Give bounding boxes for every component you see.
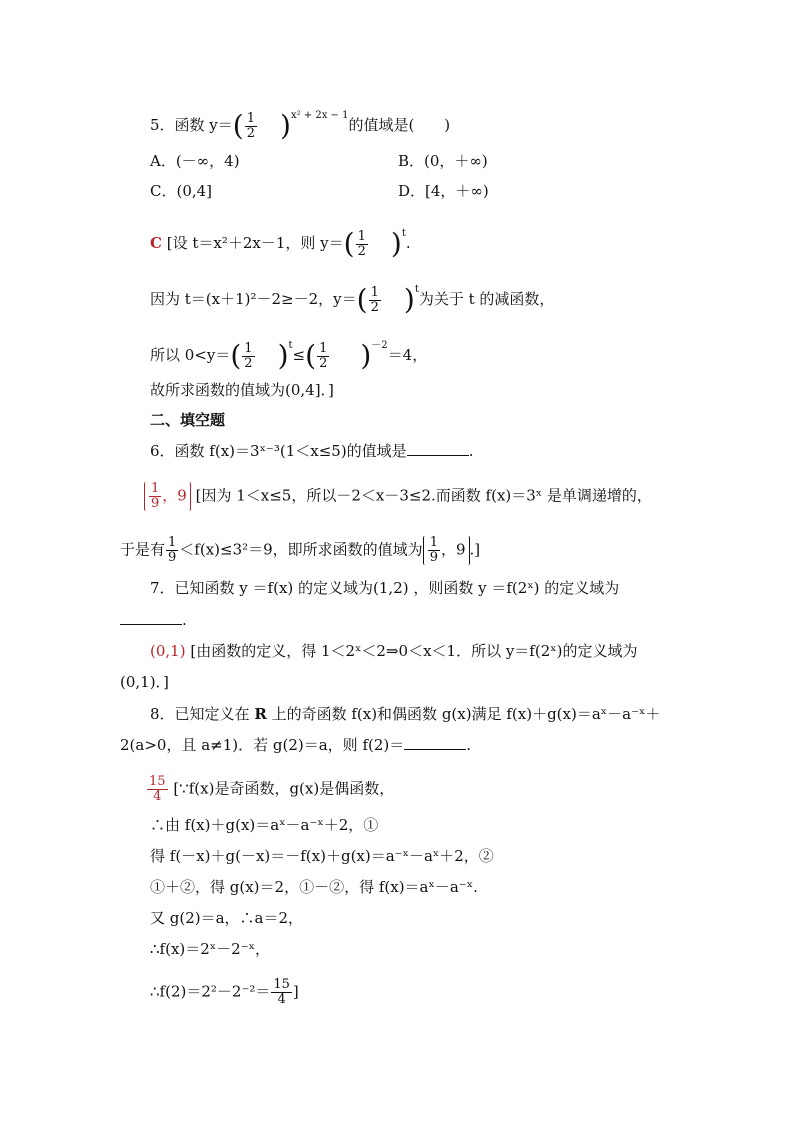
exp-minus-two: －2 — [371, 340, 388, 351]
ninth-fraction — [166, 536, 178, 565]
q5-sol3-end: ＝4， — [387, 346, 428, 364]
section-title — [150, 410, 225, 432]
paren-close: ) — [403, 283, 415, 316]
q5-options-row1 — [150, 151, 240, 173]
exp-t: t — [401, 228, 406, 239]
q5-sol3-le: ≤ — [292, 346, 306, 364]
q6-stem-text: 6．函数 f(x)＝3ˣ⁻³(1＜x≤5)的值域是 — [150, 442, 407, 460]
q5-solution-1 — [150, 224, 411, 260]
ninth-fraction — [428, 536, 440, 565]
q5-sol1-end: . — [405, 234, 411, 252]
q8-sol4-text: ①＋②，得 g(x)＝2，①－②，得 f(x)＝aˣ－a⁻ˣ. — [150, 878, 478, 896]
frac-num: 15 — [273, 977, 290, 992]
frac-den: 4 — [153, 789, 162, 804]
section-title-text: 二、填空题 — [150, 411, 226, 429]
frac-num: 1 — [168, 535, 177, 550]
q5-solution-3 — [150, 336, 428, 372]
q5-option-a: A．(－∞，4) — [150, 152, 240, 170]
q8-solution-2 — [150, 815, 378, 837]
frac-den: 9 — [151, 496, 160, 511]
q5-option-c: C．(0,4] — [150, 182, 213, 200]
q8-stem-text-b: 上的奇函数 f(x)和偶函数 g(x)满足 f(x)＋g(x)＝aˣ－a⁻ˣ＋ — [271, 705, 661, 723]
half-fraction — [356, 230, 368, 259]
paren-open: ( — [343, 227, 355, 260]
q8-solution-4 — [150, 877, 478, 899]
frac-num: 1 — [319, 340, 328, 356]
frac-num: 1 — [370, 284, 379, 300]
paren-close: ) — [390, 227, 402, 260]
q8-sol1-text: [∵f(x)是奇函数，g(x)是偶函数， — [173, 779, 395, 798]
q5-stem-text: 5．函数 y＝ — [150, 116, 233, 134]
q8-sol7-text: ∴f(2)＝2²－2⁻²＝ — [150, 982, 271, 1001]
exp-t: t — [414, 284, 419, 295]
q5-stem — [150, 106, 451, 142]
paren-open: ( — [356, 283, 368, 316]
q6-sol2-end: .] — [469, 540, 481, 559]
q5-option-b: B．(0，＋∞) — [398, 152, 488, 170]
q5-answer: C — [150, 234, 162, 252]
frac-den: 2 — [244, 355, 253, 371]
frac-num: 1 — [429, 535, 438, 550]
q5-base-fraction — [245, 112, 257, 141]
q5-options-row2 — [150, 181, 212, 203]
q6-sol2-mid: ＜f(x)≤3²＝9，即所求函数的值域为 — [179, 540, 423, 559]
q8-sol2-text: ∴由 f(x)＋g(x)＝aˣ－a⁻ˣ＋2，① — [150, 816, 379, 834]
q5-solution-2 — [150, 280, 555, 316]
q5-sol3-text: 所以 0<y＝ — [150, 346, 231, 364]
q7-solution-2 — [120, 672, 169, 694]
q6-answer-fraction — [149, 482, 161, 511]
paren-open: ( — [305, 339, 317, 372]
paren-open: ( — [232, 109, 244, 142]
q7-stem — [150, 578, 619, 600]
frac-num: 1 — [244, 340, 253, 356]
q6-range — [423, 536, 470, 565]
paren-open: ( — [230, 339, 242, 372]
q6-range-rest: ，9 — [440, 540, 466, 559]
q5-solution-4 — [150, 380, 334, 402]
paren-close: ) — [277, 339, 289, 372]
q8-sol7-end: ] — [292, 982, 299, 1001]
frac-den: 2 — [246, 125, 256, 141]
q8-result-fraction — [271, 978, 292, 1007]
q8-stem2-end: . — [466, 736, 472, 754]
frac-num: 1 — [246, 110, 256, 126]
q6-stem — [150, 441, 473, 463]
q6-solution-1 — [144, 481, 652, 511]
q7-stem-text: 7．已知函数 y ＝f(x) 的定义域为(1,2) ，则函数 y ＝f(2ˣ) 的定义域为 — [150, 579, 620, 597]
q5-option-d-row — [398, 181, 489, 203]
q8-sol5-text: 又 g(2)＝a，∴a＝2， — [150, 909, 304, 927]
q6-stem-end: . — [468, 442, 474, 460]
frac-den: 2 — [370, 299, 379, 315]
q8-set-r: R — [254, 705, 267, 723]
answer-blank — [120, 610, 182, 625]
frac-num: 1 — [151, 481, 160, 496]
frac-den: 2 — [357, 243, 366, 259]
q6-solution-2 — [120, 535, 481, 565]
q5-sol2-end: 为关于 t 的减函数， — [418, 290, 555, 308]
q8-solution-1 — [146, 774, 395, 804]
q8-stem-1 — [150, 704, 660, 726]
q8-solution-3 — [150, 846, 494, 868]
q7-stem-blank — [120, 610, 187, 632]
frac-den: 9 — [168, 550, 177, 565]
q7-solution-1 — [150, 641, 637, 663]
q8-stem2-text: 2(a>0，且 a≠1)．若 g(2)＝a，则 f(2)＝ — [120, 736, 405, 754]
frac-num: 15 — [149, 774, 166, 789]
answer-blank — [407, 441, 469, 456]
q5-option-b-row — [398, 151, 488, 173]
q6-answer-rest: ，9 — [162, 486, 187, 505]
q8-solution-7 — [150, 977, 299, 1007]
half-fraction — [369, 286, 381, 315]
q5-option-d: D．[4，＋∞) — [398, 182, 489, 200]
q6-sol2-text: 于是有 — [120, 540, 166, 559]
q8-solution-6 — [150, 939, 270, 961]
q5-sol1-text: [设 t＝x²＋2x－1，则 y＝ — [166, 234, 344, 252]
answer-blank — [404, 735, 466, 750]
q5-stem-end: 的值域是( ) — [348, 116, 451, 134]
frac-num: 1 — [357, 228, 366, 244]
q7-answer: (0,1) — [150, 642, 186, 660]
q6-answer — [144, 482, 191, 511]
frac-den: 4 — [277, 992, 286, 1007]
q8-stem-text-a: 8．已知定义在 — [150, 705, 250, 723]
q5-sol4-text: 故所求函数的值域为(0,4]．] — [150, 381, 334, 399]
paren-close: ) — [280, 109, 291, 142]
paren-close: ) — [360, 339, 372, 372]
exp-t: t — [288, 340, 293, 351]
q8-sol3-text: 得 f(－x)＋g(－x)＝－f(x)＋g(x)＝a⁻ˣ－aˣ＋2，② — [150, 847, 494, 865]
q7-sol1-text: [由函数的定义，得 1＜2ˣ＜2⇒0＜x＜1．所以 y＝f(2ˣ)的定义域为 — [190, 642, 638, 660]
q8-solution-5 — [150, 908, 303, 930]
q8-sol6-text: ∴f(x)＝2ˣ－2⁻ˣ， — [150, 940, 270, 958]
half-fraction — [317, 342, 329, 371]
q8-answer — [147, 775, 168, 804]
q8-stem-2 — [120, 735, 471, 757]
half-fraction — [242, 342, 254, 371]
frac-den: 9 — [429, 550, 438, 565]
frac-den: 2 — [319, 355, 328, 371]
q5-sol2-text: 因为 t＝(x＋1)²－2≥－2，y＝ — [150, 290, 357, 308]
q7-stem-end: . — [182, 611, 187, 629]
q6-sol1-text: [因为 1＜x≤5，所以－2＜x－3≤2.而函数 f(x)＝3ˣ 是单调递增的， — [195, 486, 652, 505]
q7-sol2-text: (0,1)．] — [120, 673, 169, 691]
q5-exponent: x² + 2x − 1 — [290, 110, 349, 121]
